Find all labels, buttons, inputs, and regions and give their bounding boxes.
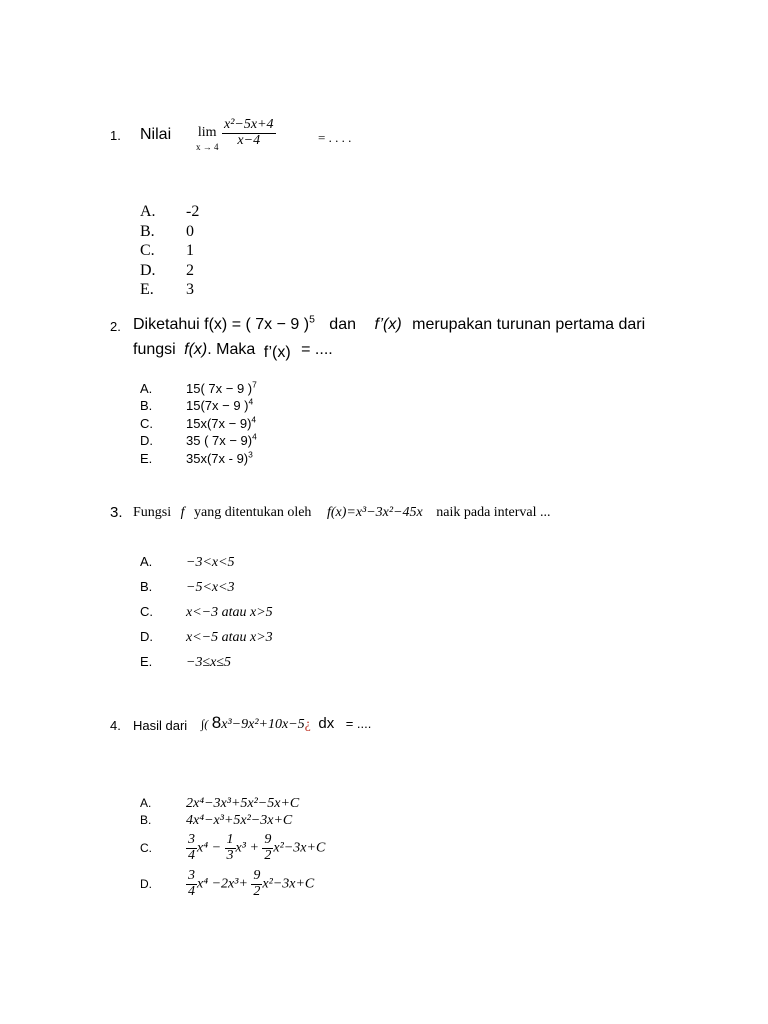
q1-option-c[interactable]: C. 1 (140, 242, 194, 260)
q4-option-b[interactable]: B. 4x⁴−x³+5x²−3x+C (140, 813, 293, 828)
q2-option-a[interactable]: A. 15( 7x − 9 )$^7$ (140, 379, 257, 396)
q3-option-a[interactable]: A. −3<x<5 (140, 554, 235, 570)
q3-option-c[interactable]: C. x<−3 atau x>5 (140, 604, 273, 620)
q3-options (140, 550, 273, 675)
q1-fraction (222, 118, 276, 148)
q1-stem: Nilai (140, 126, 172, 143)
q4-number: 4. (110, 718, 121, 733)
q1-lim-text: lim (197, 125, 217, 140)
q2-line-2: fungsi f(x). Maka f’(x) = .... (133, 341, 333, 361)
q1-denominator: x−4 (237, 132, 261, 148)
q1-lim-sub: x → 4 (196, 142, 219, 152)
q2-number: 2. (110, 319, 121, 334)
q3-number: 3. (110, 504, 123, 521)
q4-stem: Hasil dari (133, 718, 188, 733)
q3-option-b[interactable]: B. −5<x<3 (140, 579, 235, 595)
q3-option-d[interactable]: D. x<−5 atau x>3 (140, 629, 273, 645)
q3-stem: Fungsi f yang ditentukan oleh f(x)=x³−3x²−45x naik pada interval ... (133, 505, 551, 520)
q4-option-c[interactable]: C. $\frac{3}{4}$ x⁴ − $\frac{1}{3}$ x³ + $\frac{9}{2}$ x²−3x+C (140, 831, 326, 863)
q1-limit (196, 126, 219, 152)
q2-option-e[interactable]: E. 35x(7x - 9)$^3$ (140, 449, 253, 466)
q1-tail: = . . . . (318, 130, 352, 145)
q2-line-1: Diketahui f(x) = ( 7x − 9 )$^5$ dan f’(x) merupakan turunan pertama dari (133, 314, 646, 333)
q4-options (140, 793, 325, 902)
q2-option-d[interactable]: D. 35 ( 7x − 9)$^4$ (140, 431, 257, 449)
q3-option-e[interactable]: E. −3≤x≤5 (140, 654, 232, 670)
q2-option-c[interactable]: C. $15x(7x - 9)^4$ (140, 414, 257, 431)
q1-option-d[interactable]: D. 2 (140, 261, 194, 279)
q4-option-d[interactable]: D. $\frac{3}{4}$ x⁴ −2x³+ $\frac{9}{2}$ x²−3x+C (140, 867, 315, 899)
q2-options (140, 380, 257, 467)
q1-option-e[interactable]: E. 3 (140, 281, 194, 299)
q2-option-b[interactable]: B. 15(7x − 9 )$^4$ (140, 397, 254, 414)
q1-option-b[interactable]: B. 0 (140, 222, 194, 240)
q4-option-a[interactable]: A. 2x⁴−3x³+5x²−5x+C (140, 796, 300, 811)
q1-number: 1. (110, 128, 121, 143)
q4-integral: ∫( 8x³−9x²+10x−5¿ dx = .... (201, 713, 372, 732)
q1-option-a[interactable]: A. -2 (140, 203, 200, 220)
q1-options (140, 202, 199, 300)
q1-numerator: x²−5x+4 (224, 117, 274, 132)
